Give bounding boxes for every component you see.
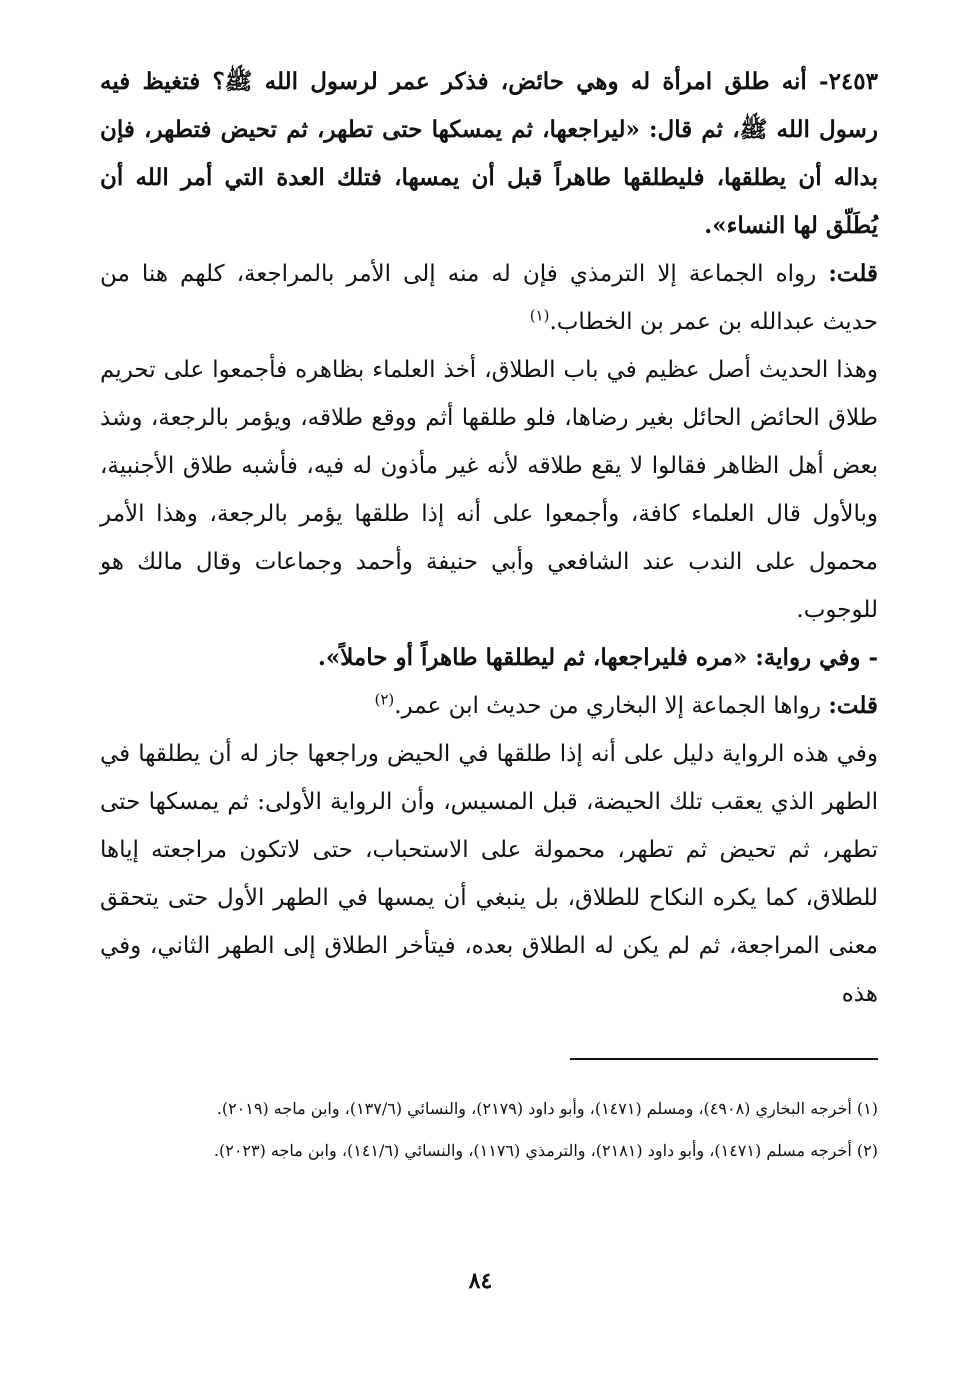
footnote-divider [570, 1058, 878, 1060]
comment-paragraph-2 [100, 682, 878, 730]
comment-text: رواها الجماعة إلا البخاري من حديث ابن عمر. [394, 693, 821, 719]
page-number: ٨٤ [468, 1268, 493, 1294]
footnote-ref-2[interactable]: (٢) [374, 690, 395, 709]
comment-label: قلت: [828, 260, 878, 287]
page-body [100, 58, 878, 1018]
footnote-2: (٢) أخرجه مسلم (١٤٧١)، وأبو داود (٢١٨١)، والترمذي (١١٧٦)، والنسائي (١٤١/٦)، وابن ماجه (٢٠٢٣). [213, 1141, 878, 1160]
hadith-text: ٢٤٥٣- أنه طلق امرأة له وهي حائض، فذكر عمر لرسول الله ﷺ؟ فتغيظ فيه رسول الله ﷺ، ثم قال: «ليراجعها، ثم يمسكها حتى تطهر، ثم تحيض فتطهر، فإن بداله أن يطلقها، فليطلقها طاهراً قبل أن يمسها، فتلك العدة التي أمر الله أن يُطَلّق لها النساء». [100, 68, 879, 239]
footnote-1: (١) أخرجه البخاري (٤٩٠٨)، ومسلم (١٤٧١)، وأبو داود (٢١٧٩)، والنسائي (١٣٧/٦)، وابن ماجه (٢٠١٩). [216, 1099, 878, 1118]
footnote-ref-1[interactable]: (١) [529, 306, 550, 325]
footnotes [100, 1090, 878, 1174]
discussion-paragraph: وهذا الحديث أصل عظيم في باب الطلاق، أخذ العلماء بظاهره فأجمعوا على تحريم طلاق الحائض الحائل بغير رضاها، فلو طلقها أثم ووقع طلاقه، ويؤمر بالرجعة، وشذ بعض أهل الظاهر فقالوا لا يقع طلاقه لأنه غير مأذون له فيه، فأشبه طلاق الأجنبية، وبالأول قال العلماء كافة، وأجمعوا على أنه إذا طلقها يؤمر بالرجعة، وهذا الأمر محمول على الندب عند الشافعي وأبي حنيفة وأحمد وجماعات وقال مالك هو للوجوب. [100, 357, 878, 623]
explanation-paragraph: وفي هذه الرواية دليل على أنه إذا طلقها في الحيض وراجعها جاز له أن يطلقها في الطهر الذي يعقب تلك الحيضة، قبل المسيس، وأن الرواية الأولى: ثم يمسكها حتى تطهر، ثم تحيض ثم تطهر، محمولة على الاستحباب، حتى لاتكون مراجعته إياها للطلاق، كما يكره النكاح للطلاق، بل ينبغي أن يمسها في الطهر الأول حتى يتحقق معنى المراجعة، ثم لم يكن له الطلاق بعده، فيتأخر الطلاق إلى الطهر الثاني، وفي هذه [100, 741, 878, 1007]
comment-text: رواه الجماعة إلا الترمذي فإن له منه إلى الأمر بالمراجعة، كلهم هنا من حديث عبدالله بن عمر بن الخطاب. [100, 261, 878, 335]
comment-label: قلت: [828, 692, 878, 719]
riwaya-paragraph: - وفي رواية: «مره فليراجعها، ثم ليطلقها طاهراً أو حاملاً». [317, 644, 878, 671]
comment-paragraph-1 [100, 250, 878, 346]
